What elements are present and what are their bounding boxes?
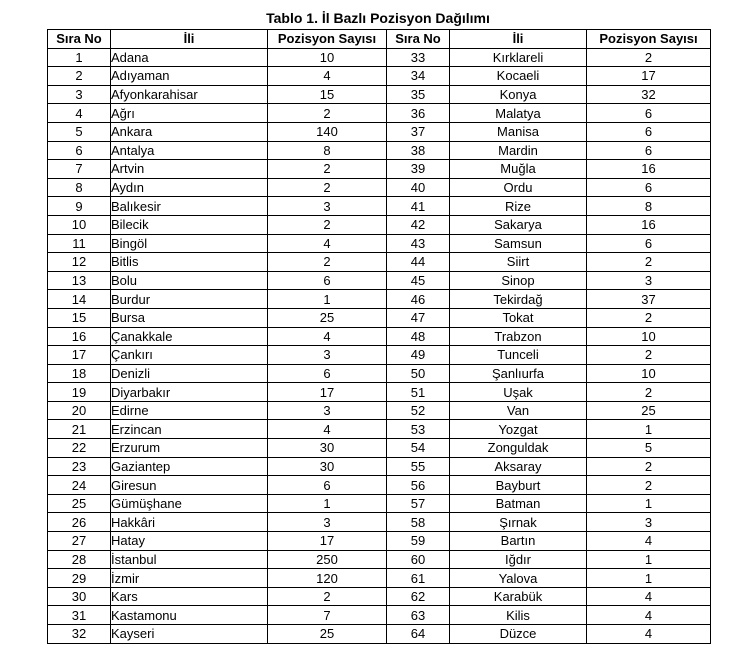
position-count-cell: 1 (587, 420, 711, 439)
position-count-cell: 2 (268, 104, 387, 123)
sira-no-cell: 51 (387, 383, 450, 402)
position-count-cell: 3 (587, 513, 711, 532)
city-name-cell: Kayseri (111, 625, 268, 644)
city-name-cell: Van (450, 401, 587, 420)
header-pozisyon-sayisi-right: Pozisyon Sayısı (587, 30, 711, 49)
position-count-cell: 2 (587, 346, 711, 365)
position-count-cell: 4 (587, 587, 711, 606)
position-count-cell: 5 (587, 439, 711, 458)
table-row (48, 587, 711, 606)
table-row (48, 569, 711, 588)
city-name-cell: Ağrı (111, 104, 268, 123)
position-count-cell: 2 (268, 587, 387, 606)
city-name-cell: Ordu (450, 178, 587, 197)
city-name-cell: Sinop (450, 271, 587, 290)
sira-no-cell: 14 (48, 290, 111, 309)
city-name-cell: Şanlıurfa (450, 364, 587, 383)
header-row (48, 30, 711, 49)
city-name-cell: Mardin (450, 141, 587, 160)
table-row (48, 178, 711, 197)
sira-no-cell: 17 (48, 346, 111, 365)
city-name-cell: İzmir (111, 569, 268, 588)
position-count-cell: 10 (587, 327, 711, 346)
sira-no-cell: 29 (48, 569, 111, 588)
city-name-cell: Edirne (111, 401, 268, 420)
sira-no-cell: 31 (48, 606, 111, 625)
sira-no-cell: 9 (48, 197, 111, 216)
position-count-cell: 37 (587, 290, 711, 309)
city-name-cell: Tekirdağ (450, 290, 587, 309)
city-name-cell: Düzce (450, 625, 587, 644)
position-count-cell: 25 (268, 308, 387, 327)
sira-no-cell: 10 (48, 215, 111, 234)
city-name-cell: Bitlis (111, 253, 268, 272)
city-name-cell: Diyarbakır (111, 383, 268, 402)
sira-no-cell: 47 (387, 308, 450, 327)
table-row (48, 513, 711, 532)
table-header (48, 30, 711, 49)
city-name-cell: Bartın (450, 532, 587, 551)
city-name-cell: Antalya (111, 141, 268, 160)
position-count-cell: 7 (268, 606, 387, 625)
position-count-cell: 3 (587, 271, 711, 290)
sira-no-cell: 44 (387, 253, 450, 272)
city-name-cell: Ankara (111, 122, 268, 141)
sira-no-cell: 60 (387, 550, 450, 569)
position-count-cell: 2 (268, 253, 387, 272)
position-count-cell: 6 (268, 476, 387, 495)
city-name-cell: Iğdır (450, 550, 587, 569)
city-name-cell: Hatay (111, 532, 268, 551)
sira-no-cell: 22 (48, 439, 111, 458)
position-count-cell: 8 (587, 197, 711, 216)
header-sira-no-left: Sıra No (48, 30, 111, 49)
sira-no-cell: 52 (387, 401, 450, 420)
position-count-cell: 6 (587, 104, 711, 123)
city-name-cell: Tunceli (450, 346, 587, 365)
position-count-cell: 250 (268, 550, 387, 569)
sira-no-cell: 43 (387, 234, 450, 253)
table-row (48, 532, 711, 551)
position-count-cell: 2 (587, 253, 711, 272)
sira-no-cell: 5 (48, 122, 111, 141)
city-name-cell: Erzincan (111, 420, 268, 439)
sira-no-cell: 42 (387, 215, 450, 234)
position-count-cell: 10 (587, 364, 711, 383)
sira-no-cell: 33 (387, 48, 450, 67)
sira-no-cell: 58 (387, 513, 450, 532)
position-count-cell: 3 (268, 513, 387, 532)
position-count-cell: 4 (268, 420, 387, 439)
sira-no-cell: 7 (48, 160, 111, 179)
position-count-cell: 1 (587, 494, 711, 513)
city-name-cell: Siirt (450, 253, 587, 272)
sira-no-cell: 19 (48, 383, 111, 402)
sira-no-cell: 12 (48, 253, 111, 272)
city-name-cell: Kırklareli (450, 48, 587, 67)
city-name-cell: Aksaray (450, 457, 587, 476)
table-row (48, 234, 711, 253)
sira-no-cell: 20 (48, 401, 111, 420)
sira-no-cell: 40 (387, 178, 450, 197)
position-count-cell: 1 (587, 550, 711, 569)
position-count-cell: 10 (268, 48, 387, 67)
position-count-cell: 4 (587, 606, 711, 625)
city-name-cell: Yozgat (450, 420, 587, 439)
city-name-cell: Şırnak (450, 513, 587, 532)
position-count-cell: 16 (587, 215, 711, 234)
table-row (48, 197, 711, 216)
sira-no-cell: 23 (48, 457, 111, 476)
position-count-cell: 30 (268, 457, 387, 476)
position-count-cell: 17 (268, 383, 387, 402)
position-count-cell: 2 (268, 215, 387, 234)
position-count-cell: 2 (268, 160, 387, 179)
sira-no-cell: 25 (48, 494, 111, 513)
table-row (48, 439, 711, 458)
sira-no-cell: 16 (48, 327, 111, 346)
city-name-cell: Artvin (111, 160, 268, 179)
sira-no-cell: 8 (48, 178, 111, 197)
position-distribution-table (47, 29, 711, 644)
position-count-cell: 2 (587, 457, 711, 476)
table-row (48, 308, 711, 327)
table-row (48, 457, 711, 476)
sira-no-cell: 21 (48, 420, 111, 439)
city-name-cell: Aydın (111, 178, 268, 197)
sira-no-cell: 24 (48, 476, 111, 495)
sira-no-cell: 46 (387, 290, 450, 309)
city-name-cell: Muğla (450, 160, 587, 179)
city-name-cell: Afyonkarahisar (111, 85, 268, 104)
position-count-cell: 3 (268, 197, 387, 216)
sira-no-cell: 36 (387, 104, 450, 123)
position-count-cell: 1 (268, 290, 387, 309)
position-count-cell: 6 (587, 141, 711, 160)
city-name-cell: Rize (450, 197, 587, 216)
city-name-cell: Tokat (450, 308, 587, 327)
sira-no-cell: 56 (387, 476, 450, 495)
city-name-cell: Burdur (111, 290, 268, 309)
position-count-cell: 4 (268, 67, 387, 86)
position-count-cell: 2 (268, 178, 387, 197)
table-row (48, 271, 711, 290)
table-row (48, 420, 711, 439)
position-count-cell: 4 (268, 234, 387, 253)
city-name-cell: İstanbul (111, 550, 268, 569)
city-name-cell: Malatya (450, 104, 587, 123)
sira-no-cell: 13 (48, 271, 111, 290)
sira-no-cell: 32 (48, 625, 111, 644)
position-count-cell: 8 (268, 141, 387, 160)
sira-no-cell: 11 (48, 234, 111, 253)
city-name-cell: Uşak (450, 383, 587, 402)
sira-no-cell: 61 (387, 569, 450, 588)
city-name-cell: Adıyaman (111, 67, 268, 86)
table-row (48, 67, 711, 86)
table-row (48, 141, 711, 160)
sira-no-cell: 6 (48, 141, 111, 160)
position-count-cell: 2 (587, 48, 711, 67)
position-count-cell: 25 (268, 625, 387, 644)
city-name-cell: Kastamonu (111, 606, 268, 625)
sira-no-cell: 63 (387, 606, 450, 625)
sira-no-cell: 54 (387, 439, 450, 458)
table-row (48, 48, 711, 67)
position-count-cell: 3 (268, 346, 387, 365)
sira-no-cell: 26 (48, 513, 111, 532)
table-row (48, 401, 711, 420)
position-count-cell: 120 (268, 569, 387, 588)
header-ili-right: İli (450, 30, 587, 49)
sira-no-cell: 18 (48, 364, 111, 383)
header-sira-no-right: Sıra No (387, 30, 450, 49)
sira-no-cell: 39 (387, 160, 450, 179)
position-count-cell: 1 (587, 569, 711, 588)
sira-no-cell: 27 (48, 532, 111, 551)
sira-no-cell: 41 (387, 197, 450, 216)
city-name-cell: Zonguldak (450, 439, 587, 458)
position-count-cell: 17 (268, 532, 387, 551)
city-name-cell: Kilis (450, 606, 587, 625)
position-count-cell: 15 (268, 85, 387, 104)
sira-no-cell: 35 (387, 85, 450, 104)
city-name-cell: Manisa (450, 122, 587, 141)
city-name-cell: Gümüşhane (111, 494, 268, 513)
position-count-cell: 2 (587, 476, 711, 495)
city-name-cell: Samsun (450, 234, 587, 253)
position-count-cell: 17 (587, 67, 711, 86)
header-pozisyon-sayisi-left: Pozisyon Sayısı (268, 30, 387, 49)
table-row (48, 215, 711, 234)
city-name-cell: Bingöl (111, 234, 268, 253)
sira-no-cell: 50 (387, 364, 450, 383)
sira-no-cell: 3 (48, 85, 111, 104)
city-name-cell: Erzurum (111, 439, 268, 458)
sira-no-cell: 62 (387, 587, 450, 606)
position-count-cell: 6 (268, 364, 387, 383)
table-body (48, 48, 711, 643)
sira-no-cell: 49 (387, 346, 450, 365)
position-count-cell: 140 (268, 122, 387, 141)
position-count-cell: 6 (587, 234, 711, 253)
city-name-cell: Çanakkale (111, 327, 268, 346)
table-row (48, 346, 711, 365)
sira-no-cell: 2 (48, 67, 111, 86)
position-count-cell: 1 (268, 494, 387, 513)
table-row (48, 550, 711, 569)
sira-no-cell: 48 (387, 327, 450, 346)
table-row (48, 327, 711, 346)
position-count-cell: 4 (587, 625, 711, 644)
sira-no-cell: 38 (387, 141, 450, 160)
sira-no-cell: 64 (387, 625, 450, 644)
table-title: Tablo 1. İl Bazlı Pozisyon Dağılımı (266, 10, 490, 26)
city-name-cell: Bayburt (450, 476, 587, 495)
position-count-cell: 3 (268, 401, 387, 420)
sira-no-cell: 1 (48, 48, 111, 67)
sira-no-cell: 28 (48, 550, 111, 569)
position-count-cell: 4 (268, 327, 387, 346)
position-count-cell: 4 (587, 532, 711, 551)
position-count-cell: 6 (268, 271, 387, 290)
sira-no-cell: 37 (387, 122, 450, 141)
city-name-cell: Kocaeli (450, 67, 587, 86)
table-row (48, 606, 711, 625)
position-count-cell: 6 (587, 122, 711, 141)
sira-no-cell: 4 (48, 104, 111, 123)
table-row (48, 383, 711, 402)
city-name-cell: Konya (450, 85, 587, 104)
city-name-cell: Trabzon (450, 327, 587, 346)
sira-no-cell: 45 (387, 271, 450, 290)
table-row (48, 122, 711, 141)
position-count-cell: 16 (587, 160, 711, 179)
city-name-cell: Kars (111, 587, 268, 606)
city-name-cell: Balıkesir (111, 197, 268, 216)
sira-no-cell: 57 (387, 494, 450, 513)
table-row (48, 476, 711, 495)
position-count-cell: 32 (587, 85, 711, 104)
city-name-cell: Gaziantep (111, 457, 268, 476)
table-row (48, 160, 711, 179)
position-count-cell: 2 (587, 383, 711, 402)
city-name-cell: Batman (450, 494, 587, 513)
city-name-cell: Hakkâri (111, 513, 268, 532)
city-name-cell: Karabük (450, 587, 587, 606)
table-row (48, 104, 711, 123)
sira-no-cell: 30 (48, 587, 111, 606)
sira-no-cell: 34 (387, 67, 450, 86)
table-row (48, 625, 711, 644)
city-name-cell: Çankırı (111, 346, 268, 365)
position-count-cell: 6 (587, 178, 711, 197)
city-name-cell: Yalova (450, 569, 587, 588)
city-name-cell: Bilecik (111, 215, 268, 234)
city-name-cell: Giresun (111, 476, 268, 495)
city-name-cell: Bolu (111, 271, 268, 290)
city-name-cell: Denizli (111, 364, 268, 383)
table-row (48, 494, 711, 513)
position-count-cell: 30 (268, 439, 387, 458)
sira-no-cell: 55 (387, 457, 450, 476)
city-name-cell: Adana (111, 48, 268, 67)
sira-no-cell: 53 (387, 420, 450, 439)
table-row (48, 85, 711, 104)
table-row (48, 290, 711, 309)
city-name-cell: Sakarya (450, 215, 587, 234)
city-name-cell: Bursa (111, 308, 268, 327)
position-count-cell: 25 (587, 401, 711, 420)
table-row (48, 253, 711, 272)
position-count-cell: 2 (587, 308, 711, 327)
sira-no-cell: 59 (387, 532, 450, 551)
table-row (48, 364, 711, 383)
header-ili-left: İli (111, 30, 268, 49)
sira-no-cell: 15 (48, 308, 111, 327)
